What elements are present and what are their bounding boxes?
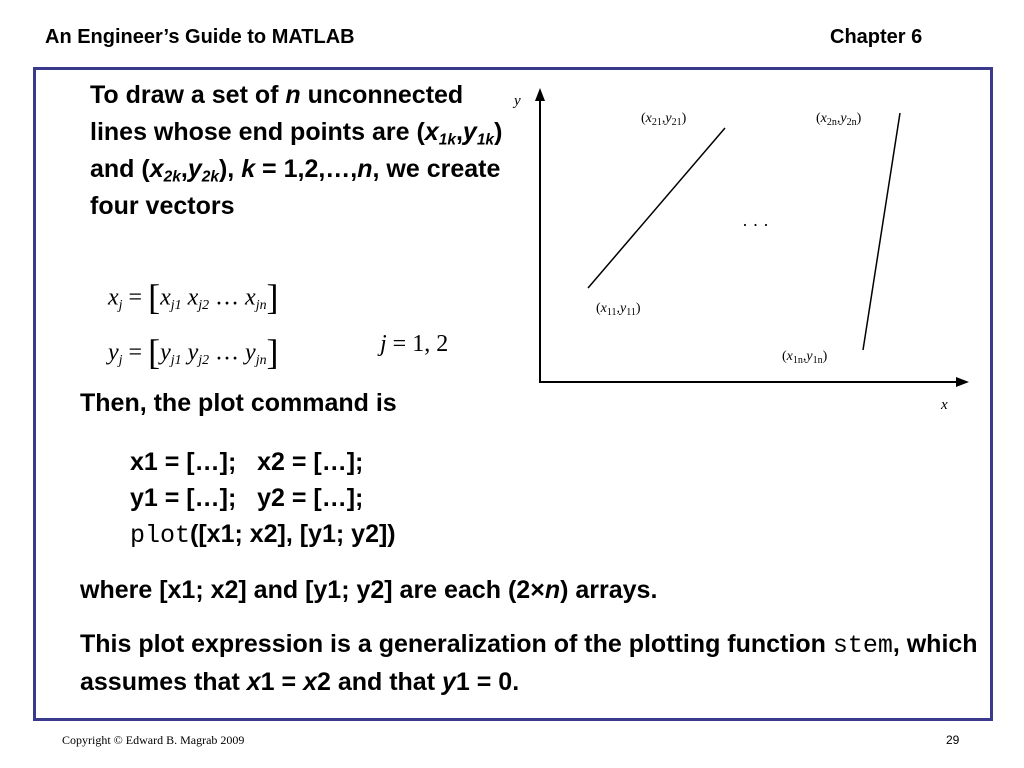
eq-equals: = [122, 339, 149, 366]
right-bracket: ] [266, 277, 279, 317]
y-axis-arrow [535, 88, 545, 101]
var-y: y [441, 668, 456, 696]
label-sep: , [661, 111, 666, 126]
var-k: k [241, 155, 256, 183]
var-n: n [357, 155, 373, 183]
subscript: 1k [438, 131, 456, 149]
intro-text: unconnected lines whose end points are ( [90, 81, 464, 146]
eq-element: y [245, 339, 256, 366]
label-sub: 21 [651, 117, 662, 128]
eq-sub: jn [255, 297, 267, 313]
equation-j-range [380, 331, 448, 358]
label-var: y [620, 301, 627, 316]
eq-sub: j2 [198, 297, 210, 313]
general-text: This plot expression is a generalization of the plotting function [80, 630, 833, 658]
general-text: 1 = 0. [455, 668, 520, 696]
comma: , [455, 118, 463, 146]
var-x: x [149, 155, 164, 183]
label-sep: , [802, 349, 807, 364]
code-line-1: x1 = […]; x2 = […]; [130, 448, 364, 476]
general-text: , which assumes that [80, 630, 978, 696]
intro-text: , we create four vectors [90, 155, 501, 220]
line-diagram [505, 85, 975, 415]
copyright-notice: Copyright © Edward B. Magrab 2009 [62, 733, 245, 747]
ellipsis: · · · [742, 215, 769, 235]
intro-text: To draw a set of [90, 81, 286, 109]
var-x: x [303, 668, 317, 696]
code-line-3 [130, 516, 396, 554]
eq-range: = 1, 2 [386, 331, 449, 357]
where-text: where [x1; x2] and [y1; y2] are each (2 [80, 576, 531, 604]
label-var: y [840, 111, 847, 126]
equation-y-vector [108, 331, 279, 373]
subscript: 2k [201, 168, 219, 186]
intro-text: = 1,2,…, [255, 155, 358, 183]
line-segment-last [863, 113, 900, 350]
var-y: y [187, 155, 202, 183]
times-symbol: × [530, 576, 545, 604]
label-sub: 11 [626, 307, 636, 318]
eq-ellipsis: … [209, 339, 246, 366]
label-var: x [600, 301, 607, 316]
eq-element: y [160, 339, 171, 366]
subscript: 1k [476, 131, 495, 149]
eq-equals: = [122, 284, 149, 311]
eq-sub: j [118, 352, 123, 368]
var-x: x [424, 118, 439, 146]
eq-var-j: j [380, 331, 387, 357]
var-y: y [462, 118, 477, 146]
eq-element: x [160, 284, 171, 311]
label-sub: 2n [846, 117, 857, 128]
paren: ( [596, 301, 601, 316]
label-sub: 2n [826, 117, 837, 128]
eq-element: x [187, 284, 199, 311]
eq-sub: j1 [170, 352, 182, 368]
slide-title: An Engineer’s Guide to MATLAB [45, 26, 355, 48]
point-label-x11-y11 [596, 301, 641, 318]
eq-sub: j2 [198, 352, 210, 368]
label-var: x [645, 111, 652, 126]
paren: ( [641, 111, 646, 126]
eq-lhs: x [108, 284, 119, 311]
label-var: y [806, 349, 813, 364]
plot-command: plot [130, 521, 191, 550]
subscript: 2k [163, 168, 181, 186]
label-sep: , [836, 111, 841, 126]
label-sep: , [616, 301, 621, 316]
var-n: n [285, 81, 301, 109]
stem-command: stem [832, 631, 893, 660]
paren: ) [681, 111, 687, 126]
code-line-2: y1 = […]; y2 = […]; [130, 484, 364, 512]
paren: ) [822, 349, 828, 364]
where-paragraph [80, 572, 657, 609]
eq-sub: j1 [170, 297, 182, 313]
where-text: ) arrays. [560, 576, 658, 604]
general-text: 1 = [260, 668, 304, 696]
intro-text: ), [218, 155, 242, 183]
equation-x-vector [108, 276, 279, 318]
line-segment-first [588, 128, 725, 288]
paren: ) [635, 301, 641, 316]
paren: ( [782, 349, 787, 364]
label-sub: 11 [606, 307, 617, 318]
paren: ) [856, 111, 862, 126]
label-var: x [786, 349, 793, 364]
eq-sub: j [118, 297, 123, 313]
point-label-x1n-y1n [782, 349, 828, 366]
eq-lhs: y [108, 339, 119, 366]
general-text: 2 and that [316, 668, 442, 696]
eq-sub: jn [255, 352, 267, 368]
chapter-label: Chapter 6 [830, 26, 923, 48]
var-x: x [246, 668, 261, 696]
y-axis-label: y [514, 93, 521, 109]
eq-element: x [245, 284, 256, 311]
page-number: 29 [946, 733, 960, 747]
intro-paragraph [90, 77, 510, 225]
plot-args: ([x1; x2], [y1; y2]) [190, 520, 396, 548]
point-label-x21-y21 [641, 111, 687, 128]
label-sub: 1n [812, 355, 823, 366]
x-axis-label: x [941, 397, 948, 413]
intro-text: ) and ( [90, 118, 503, 183]
then-text: Then, the plot command is [80, 389, 397, 417]
x-axis-arrow [956, 377, 969, 387]
eq-element: y [187, 339, 199, 366]
point-label-x2n-y2n [816, 111, 862, 128]
label-sub: 21 [671, 117, 682, 128]
label-var: y [665, 111, 672, 126]
eq-ellipsis: … [209, 284, 246, 311]
comma: , [180, 155, 188, 183]
right-bracket: ] [266, 332, 279, 372]
var-n: n [544, 576, 561, 604]
paren: ( [816, 111, 821, 126]
label-sub: 1n [792, 355, 803, 366]
generalization-paragraph [80, 626, 980, 701]
left-bracket: [ [148, 332, 161, 372]
left-bracket: [ [148, 277, 161, 317]
label-var: x [820, 111, 827, 126]
